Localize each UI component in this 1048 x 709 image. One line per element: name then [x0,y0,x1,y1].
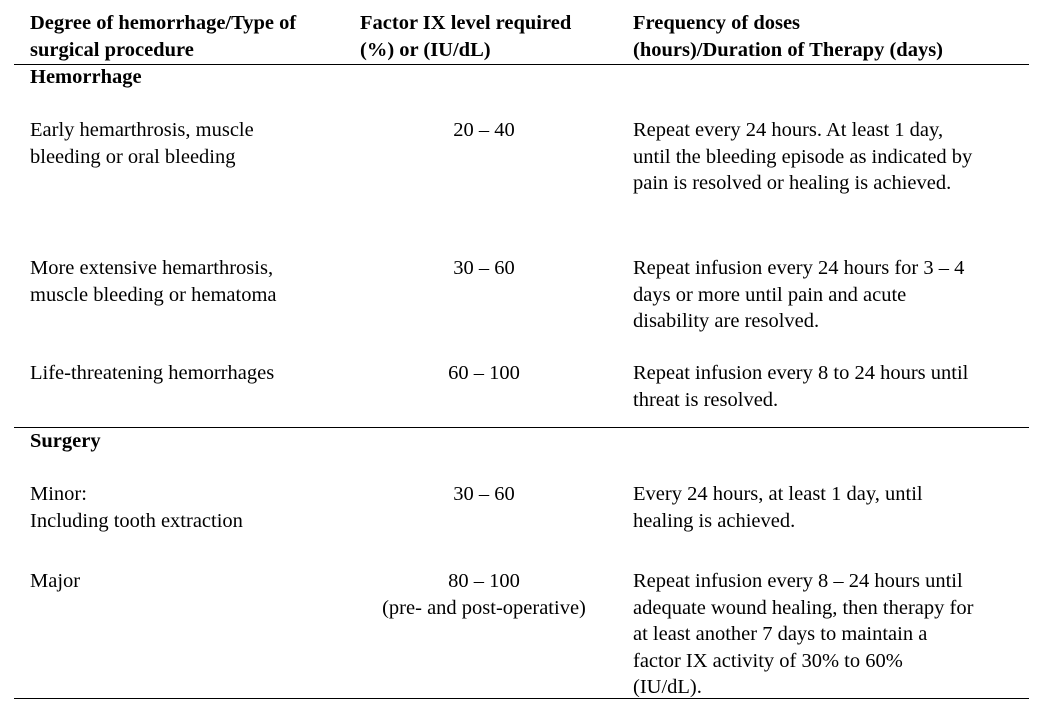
header-divider [14,64,1029,65]
row-frequency-line: Repeat infusion every 8 to 24 hours until [633,362,969,384]
section-divider [14,427,1029,428]
row-type-line: bleeding or oral bleeding [30,145,236,168]
row-level-extensive-hemarthrosis [370,255,598,282]
row-frequency-line: Repeat infusion every 8 – 24 hours until [633,570,963,592]
header-factor-level [360,10,620,63]
row-type-line: Early hemarthrosis, muscle [30,119,254,141]
row-type-life-threatening [30,360,274,387]
header-frequency [633,10,943,63]
header-degree-type [30,10,296,63]
row-level-line: 30 – 60 [453,483,515,505]
row-frequency-line: Every 24 hours, at least 1 day, until [633,483,923,505]
row-frequency-early-hemarthrosis [633,117,972,197]
row-level-line: 60 – 100 [448,362,520,384]
row-frequency-extensive-hemarthrosis [633,255,964,335]
row-type-line: Major [30,570,81,592]
row-frequency-line: Repeat every 24 hours. At least 1 day, [633,119,944,141]
row-type-early-hemarthrosis [30,117,254,170]
row-type-minor [30,481,243,534]
header-factor-line-2: (%) or (IU/dL) [360,38,491,61]
row-level-life-threatening [370,360,598,387]
header-degree-line-1: Degree of hemorrhage/Type of [30,12,297,34]
row-type-line: Minor: [30,483,87,505]
row-level-line: (pre- and post-operative) [382,596,586,619]
row-frequency-line: factor IX activity of 30% to 60% [633,649,903,672]
row-level-line: 20 – 40 [453,119,515,141]
row-level-early-hemarthrosis [370,117,598,144]
row-level-line: 80 – 100 [448,570,520,592]
row-type-line: More extensive hemarthrosis, [30,257,274,279]
row-type-line: Life-threatening hemorrhages [30,362,275,384]
row-frequency-life-threatening [633,360,968,413]
header-factor-line-1: Factor IX level required [360,12,572,34]
row-frequency-line: disability are resolved. [633,310,820,332]
row-frequency-major [633,568,973,701]
header-frequency-line-1: Frequency of doses [633,12,801,34]
row-frequency-line: at least another 7 days to maintain a [633,623,928,645]
row-type-line: Including tooth extraction [30,509,243,532]
header-frequency-line-2: (hours)/Duration of Therapy (days) [633,38,943,61]
table-bottom-rule [14,698,1029,699]
row-level-minor [370,481,598,508]
row-type-major [30,568,80,595]
header-degree-line-2: surgical procedure [30,38,194,61]
row-type-extensive-hemarthrosis [30,255,277,308]
row-frequency-line: healing is achieved. [633,509,796,532]
row-frequency-minor [633,481,923,534]
row-frequency-line: adequate wound healing, then therapy for [633,596,974,619]
row-frequency-line: (IU/dL). [633,676,702,698]
row-level-line: 30 – 60 [453,257,515,279]
row-frequency-line: Repeat infusion every 24 hours for 3 – 4 [633,257,965,279]
row-frequency-line: until the bleeding episode as indicated by [633,145,973,168]
row-frequency-line: threat is resolved. [633,388,779,411]
row-type-line: muscle bleeding or hematoma [30,283,277,306]
section-title-surgery: Surgery [30,430,101,452]
row-level-major [370,568,598,621]
row-frequency-line: days or more until pain and acute [633,283,907,306]
section-title-hemorrhage: Hemorrhage [30,66,142,88]
row-frequency-line: pain is resolved or healing is achieved. [633,172,952,194]
